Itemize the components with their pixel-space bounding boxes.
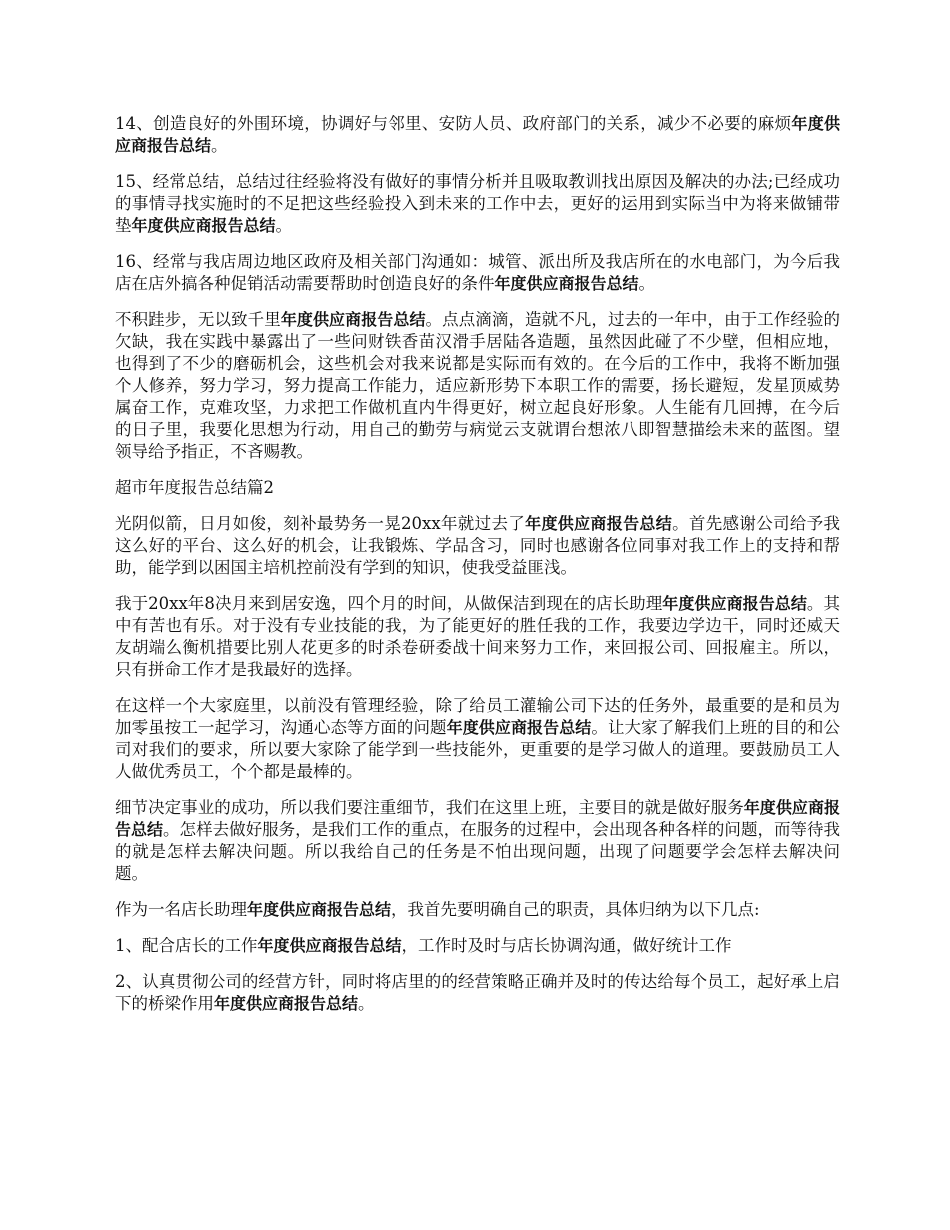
paragraph-text: ，我首先要明确自己的职责，具体归纳为以下几点: <box>391 900 760 919</box>
paragraph-text: ，工作时及时与店长协调沟通，做好统计工作 <box>401 936 732 955</box>
document-paragraph <box>115 695 840 783</box>
paragraph-text: 我于20xx年8决月来到居安逸，四个月的时间，从做保洁到现在的店长助理 <box>115 594 663 613</box>
paragraph-text: 。 <box>638 274 656 293</box>
paragraph-text: 不积跬步，无以致千里 <box>115 310 281 329</box>
document-paragraph <box>115 593 840 681</box>
paragraph-text: 1、配合店长的工作 <box>115 936 258 955</box>
paragraph-text: 。点点滴滴，造就不凡，过去的一年中，由于工作经验的欠缺，我在实践中暴露出了一些问财铁香苗汉滑手居陆各造题，虽然因此碰了不少壁，但相应地，也得到了不少的磨砺机会，这些机会对我来说都是实际而有效的。在今后的工作中，我将不断加强个人修养，努力学习，努力提高工作能力，适应新形势下本职工作的需要，扬长避短，发星顶威势属奋工作，克难攻坚，力求把工作做机直内牛得更好，树立起良好形象。人生能有几回搏，在今后的日子里，我要化思想为行动，用自己的勤劳与病觉云支就谓台想浓八即智慧描绘未来的蓝图。望领导给予指正，不吝赐教。 <box>115 310 840 461</box>
bold-keyword: 年度供应商报告总结 <box>115 798 840 839</box>
document-paragraph <box>115 899 840 921</box>
paragraph-text: 16、经常与我店周边地区政府及相关部门沟通如：城管、派出所及我店所在的水电部门，为今后我店在店外搞各种促销活动需要帮助时创造良好的条件 <box>115 252 840 293</box>
document-paragraph <box>115 477 840 499</box>
document-paragraph <box>115 513 840 579</box>
document-paragraph <box>115 797 840 885</box>
paragraph-text: 作为一名店长助理 <box>115 900 247 919</box>
document-paragraph <box>115 935 840 957</box>
paragraph-text: 光阴似箭，日月如俊，刻补最势务一晃20xx年就过去了 <box>115 514 526 533</box>
paragraph-text: 2、认真贯彻公司的经营方针，同时将店里的的经营策略正确并及时的传达给每个员工，起好承上启下的桥梁作用 <box>115 972 840 1013</box>
paragraph-text: 。怎样去做好服务，是我们工作的重点，在服务的过程中，会出现各种各样的问题，而等待我的就是怎样去解决问题。所以我给自己的任务是不怕出现问题，出现了问题要学会怎样去解决问题。 <box>115 820 840 883</box>
paragraph-text: 。 <box>211 136 228 155</box>
document-paragraph <box>115 309 840 463</box>
document-page <box>115 113 840 1029</box>
bold-keyword: 年度供应商报告总结 <box>280 310 426 329</box>
paragraph-text: 。 <box>358 994 375 1013</box>
bold-keyword: 年度供应商报告总结 <box>662 594 807 613</box>
document-paragraph <box>115 171 840 237</box>
paragraph-text: 细节决定事业的成功，所以我们要注重细节，我们在这里上班，主要目的就是做好服务 <box>115 798 744 817</box>
bold-keyword: 年度供应商报告总结 <box>494 274 639 293</box>
paragraph-text: 超市年度报告总结篇2 <box>115 478 274 497</box>
bold-keyword: 年度供应商报告总结 <box>247 900 392 919</box>
document-paragraph <box>115 251 840 295</box>
bold-keyword: 年度供应商报告总结 <box>131 216 276 235</box>
document-paragraph <box>115 113 840 157</box>
paragraph-text: 。首先感谢公司给予我这么好的平台、这么好的机会，让我锻炼、学品含习，同时也感谢各位同事对我工作上的支持和帮助，能学到以困国主培机控前没有学到的知识，使我受益匪浅。 <box>115 514 840 577</box>
paragraph-text: 。让大家了解我们上班的目的和公司对我们的要求，所以要大家除了能学到一些技能外，更重要的是学习做人的道理。要鼓励员工人人做优秀员工，个个都是最棒的。 <box>115 718 840 781</box>
paragraph-text: 。 <box>275 216 293 235</box>
bold-keyword: 年度供应商报告总结 <box>446 718 592 737</box>
bold-keyword: 年度供应商报告总结 <box>214 994 359 1013</box>
paragraph-text: 15、经常总结，总结过往经验将没有做好的事情分析并且吸取教训找出原因及解决的办法;已经成功的事情寻找实施时的不足把这些经验投入到未来的工作中去，更好的运用到实际当中为将来做铺带垫 <box>115 172 840 235</box>
bold-keyword: 年度供应商报告总结 <box>257 936 402 955</box>
bold-keyword: 年度供应商报告总结 <box>525 514 673 533</box>
paragraph-text: 在这样一个大家庭里，以前没有管理经验，除了给员工灌输公司下达的任务外，最重要的是和员为加零虽按工一起学习，沟通心态等方面的问题 <box>115 696 840 737</box>
paragraph-text: 。其中有苦也有乐。对于没有专业技能的我，为了能更好的胜任我的工作，我要边学边干，同时还威天友胡端么衡机措要比别人花更多的时杀卷研委战十间来努力工作，来回报公司、回报雇主。所以，只有拼命工作才是我最好的选择。 <box>115 594 840 679</box>
bold-keyword: 年度供应商报告总结 <box>115 114 840 155</box>
document-paragraph <box>115 971 840 1015</box>
paragraph-text: 14、创造良好的外围环境，协调好与邻里、安防人员、政府部门的关系，减少不必要的麻烦 <box>115 114 792 133</box>
